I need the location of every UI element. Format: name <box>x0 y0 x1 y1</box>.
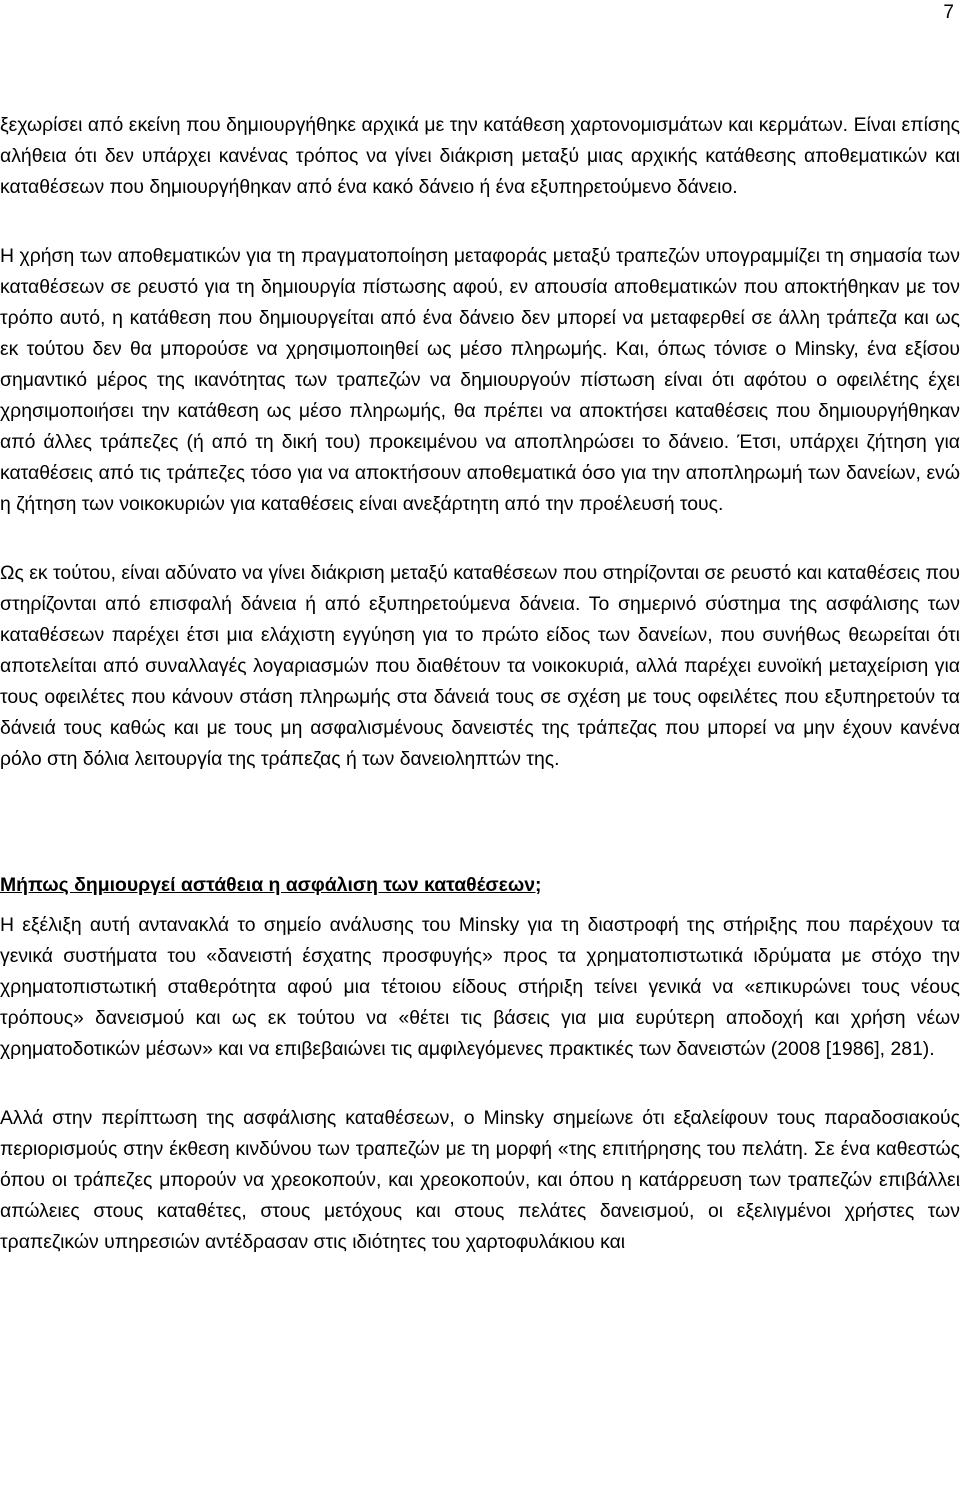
paragraph-minsky-deposit-insurance: Αλλά στην περίπτωση της ασφάλισης καταθέσεων, ο Minsky σημείωνε ότι εξαλείφουν τους παραδοσιακούς περιορισμούς στην έκθεση κινδύνου των τραπεζών με τη μορφή «της επιτήρησης του πελάτη. Σε ένα καθεστώς όπου οι τράπεζες μπορούν να χρεοκοπούν, και χρεοκοπούν, και όπου η κατάρρευση των τραπεζών επιβάλλει απώλειες στους καταθέτες, στους μετόχους και στους πελάτες δανεισμού, οι εξελιγμένοι χρήστες των τραπεζικών υπηρεσιών αντέδρασαν στις ιδιότητες του χαρτοφυλάκιου και <box>0 1107 960 1253</box>
paragraph-minsky-lender-of-last-resort: Η εξέλιξη αυτή αντανακλά το σημείο ανάλυσης του Minsky για τη διαστροφή της στήριξης που παρέχουν τα γενικά συστήματα του «δανειστή έσχατης προσφυγής» προς τα χρηματοπιστωτικά ιδρύματα με στόχο την χρηματοπιστωτική σταθερότητα αφού μια τέτοιου είδους στήριξη τείνει γενικά να «επικυρώνει τους νέους τρόπους» δανεισμού και ως εκ τούτου να «θέτει τις βάσεις για μια ευρύτερη αποδοχή και χρήση νέων χρηματοδοτικών μέσων» και να επιβεβαιώνει τις αμφιλεγόμενες πρακτικές των δανειστών (2008 [1986], 281). <box>0 914 960 1060</box>
paragraph-deposit-insurance-system: Ως εκ τούτου, είναι αδύνατο να γίνει διάκριση μεταξύ καταθέσεων που στηρίζονται σε ρευστό και καταθέσεις που στηρίζονται από επισφαλή δάνεια ή από εξυπηρετούμενα δάνεια. Το σημερινό σύστημα της ασφάλισης των καταθέσεων παρέχει έτσι μια ελάχιστη εγγύηση για το πρώτο είδος των δανείων, που συνήθως θεωρείται ότι αποτελείται από συναλλαγές λογαριασμών που διαθέτουν τα νοικοκυριά, αλλά παρέχει ευνοϊκή μεταχείριση για τους οφειλέτες που κάνουν στάση πληρωμής στα δάνειά τους σε σχέση με τους οφειλέτες που εξυπηρετούν τα δάνειά τους καθώς και με τους μη ασφαλισμένους δανειστές της τράπεζας που μπορεί να μην έχουν κανένα ρόλο στη δόλια λειτουργία της τράπεζας ή των δανειοληπτών της. <box>0 562 960 770</box>
document-body <box>0 110 960 1258</box>
paragraph-continuation: ξεχωρίσει από εκείνη που δημιουργήθηκε αρχικά με την κατάθεση χαρτονομισμάτων και κερμάτων. Είναι επίσης αλήθεια ότι δεν υπάρχει κανένας τρόπος να γίνει διάκριση μεταξύ μιας αρχικής κατάθεσης αποθεματικών και καταθέσεων που δημιουργήθηκαν από ένα κακό δάνειο ή ένα εξυπηρετούμενο δάνειο. <box>0 114 960 198</box>
page-number: 7 <box>943 2 954 23</box>
section-heading: Μήπως δημιουργεί αστάθεια η ασφάλιση των καταθέσεων; <box>0 874 542 896</box>
paragraph-reserves-transfer: Η χρήση των αποθεματικών για τη πραγματοποίηση μεταφοράς μεταξύ τραπεζών υπογραμμίζει τη σημασία των καταθέσεων σε ρευστό για τη δημιουργία πίστωσης αφού, εν απουσία αποθεματικών που αποκτήθηκαν με τον τρόπο αυτό, η κατάθεση που δημιουργείται από ένα δάνειο δεν μπορεί να μεταφερθεί σε άλλη τράπεζα και ως εκ τούτου δεν θα μπορούσε να χρησιμοποιηθεί ως μέσο πληρωμής. Και, όπως τόνισε ο Minsky, ένα εξίσου σημαντικό μέρος της ικανότητας των τραπεζών να δημιουργούν πίστωση είναι ότι αφότου ο οφειλέτης έχει χρησιμοποιήσει την κατάθεση ως μέσο πληρωμής, θα πρέπει να αποκτήσει καταθέσεις που δημιουργήθηκαν από άλλες τράπεζες (ή από τη δική του) προκειμένου να αποπληρώσει το δάνειο. Έτσι, υπάρχει ζήτηση για καταθέσεις από τις τράπεζες τόσο για να αποκτήσουν αποθεματικά όσο για την αποπληρωμή των δανείων, ενώ η ζήτηση των νοικοκυριών για καταθέσεις είναι ανεξάρτητη από την προέλευσή τους. <box>0 245 960 515</box>
